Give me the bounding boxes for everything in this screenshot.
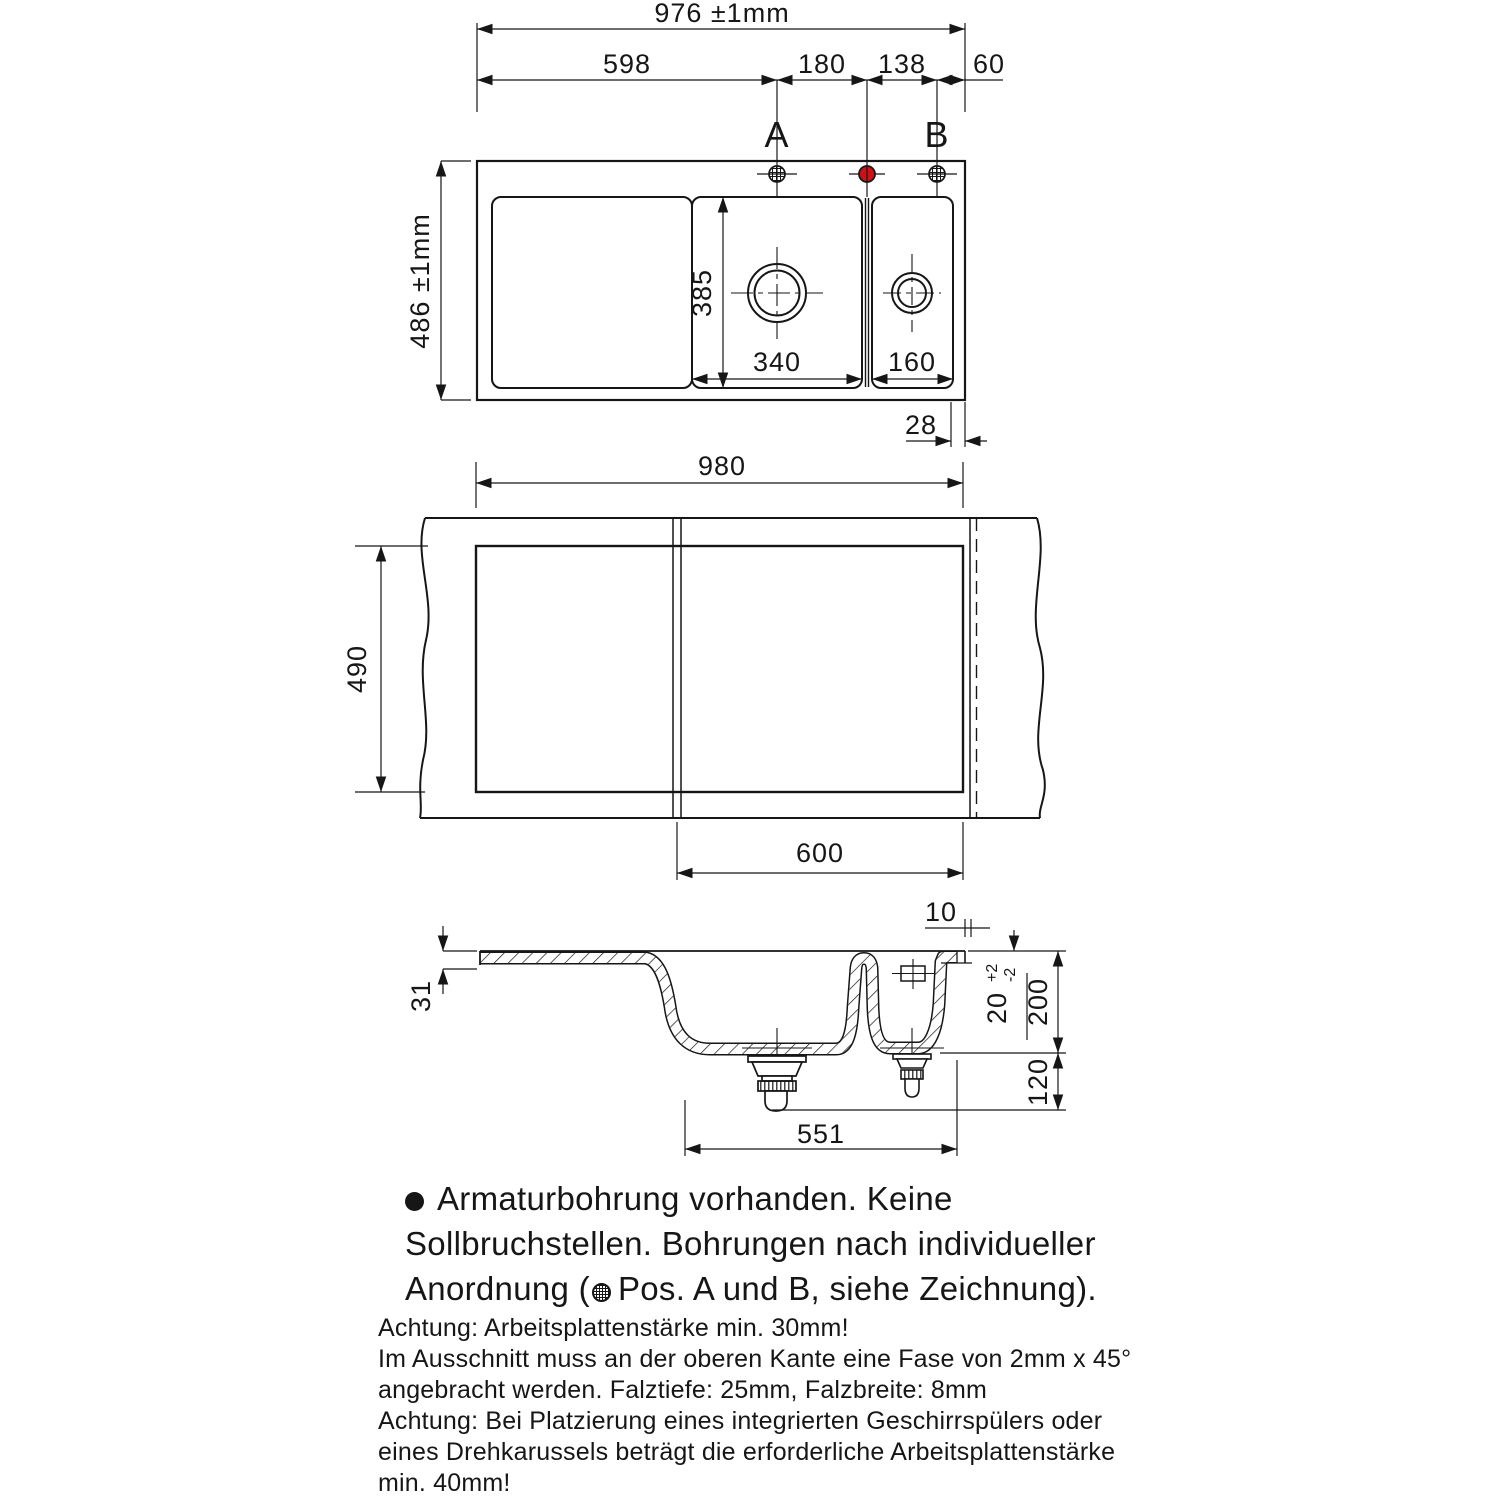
drainboard [492,197,692,388]
dim-seg-598: 598 [602,49,652,79]
dim-overall-height: 486 ±1mm [405,213,435,349]
dim-falz-tol-minus: -2 [1002,967,1019,982]
dim-cutout-height: 490 [342,644,372,694]
dim-edge-offset: 28 [904,410,938,440]
plan-dimensions [441,23,1006,447]
bullet-note-text3a: Anordnung ( [405,1270,590,1307]
dim-bowl-depth: 200 [1023,977,1053,1027]
break-line-right [1036,518,1045,818]
dim-reveal-gap: 10 [924,897,958,927]
dim-overall-width: 976 ±1mm [654,0,790,28]
warning-line5: eines Drehkarussels beträgt die erforderliche Arbeitsplattenstärke [378,1438,1116,1466]
dim-falz-depth-group [982,964,1019,1024]
bullet-note-text2: Sollbruchstellen. Bohrungen nach individueller [405,1225,1096,1262]
label-hole-a: A [764,114,790,155]
bullet-note-text3b: Pos. A und B, siehe Zeichnung). [617,1270,1097,1307]
break-line-left [420,518,429,818]
warning-line3: angebracht werden. Falztiefe: 25mm, Falzbreite: 8mm [378,1376,988,1404]
dim-basin-depth: 385 [687,268,717,318]
bullet-note-text1: Armaturbohrung vorhanden. Keine [437,1180,953,1217]
dim-under-depth: 120 [1023,1057,1053,1107]
dim-falz-depth: 20 [982,991,1012,1025]
dim-cutout-right-span: 600 [795,838,845,868]
dim-main-basin-width: 340 [752,347,802,377]
dim-cutout-width: 980 [697,451,747,481]
hatched-hole-icon [592,1283,611,1302]
dim-falz-tol-plus: +2 [984,963,1001,982]
dim-seg-180: 180 [797,49,847,79]
small-drain-plan [883,254,941,332]
warning-line4: Achtung: Bei Platzierung eines integrierten Geschirrspülers oder [378,1407,1103,1435]
main-drain-section [742,1028,812,1111]
warning-note [378,1313,1178,1499]
bullet-icon [405,1192,424,1211]
bullet-note-line1 [405,1176,1185,1221]
bullet-note-line3 [405,1266,1185,1311]
warning-line1: Achtung: Arbeitsplattenstärke min. 30mm! [378,1314,849,1342]
shell-hatch [480,957,957,1049]
bullet-note [405,1176,1185,1311]
warning-line6: min. 40mm! [378,1469,511,1497]
dim-seg-138: 138 [877,49,927,79]
warning-line2: Im Ausschnitt muss an der oberen Kante eine Fase von 2mm x 45° [378,1345,1132,1373]
cutout-outline [476,546,963,792]
dim-small-basin-width: 160 [887,347,937,377]
shell-band-outline [480,957,957,1049]
cutout-view [420,518,1045,818]
overflow-marker [892,959,934,989]
dim-rim-height: 31 [406,979,436,1013]
dim-drain-span: 551 [796,1119,846,1149]
main-drain-plan [731,247,823,339]
bullet-note-line2 [405,1221,1185,1266]
section-view [480,951,972,1111]
label-hole-b: B [924,114,950,155]
dim-seg-60: 60 [972,49,1006,79]
